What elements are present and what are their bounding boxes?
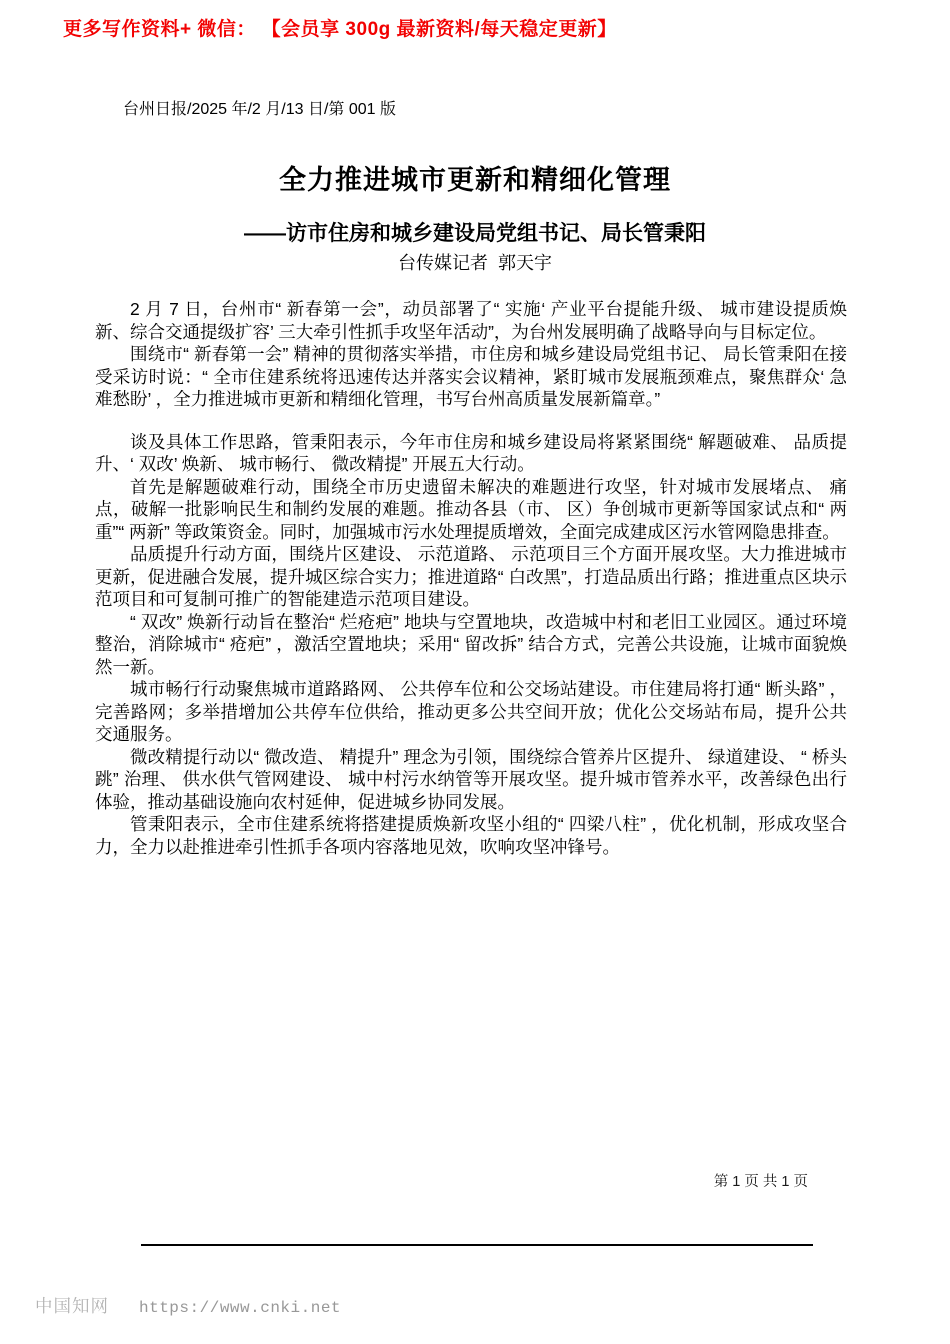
article-body — [95, 298, 847, 858]
article-paragraph: “ 双改” 焕新行动旨在整治“ 烂疮疤” 地块与空置地块，改造城中村和老旧工业园区。通过环境整治，消除城市“ 疮疤” ，激活空置地块；采用“ 留改拆” 结合方式，完善公共设施，让城市面貌焕然一新。 — [95, 611, 847, 677]
article-paragraph: 品质提升行动方面，围绕片区建设、 示范道路、 示范项目三个方面开展攻坚。大力推进城市更新，促进融合发展，提升城区综合实力；推进道路“ 白改黑”，打造品质出行路；推进重点区块示范项目和可复制可推广的智能建造示范项目建设。 — [95, 544, 847, 609]
article-paragraph: 首先是解题破难行动，围绕全市历史遗留未解决的难题进行攻坚，针对城市发展堵点、 痛点，破解一批影响民生和制约发展的难题。推动各县（市、 区）争创城市更新等国家试点和“ 两重”“ 两新” 等政策资金。同时，加强城市污水处理提质增效，全面完成建成区污水管网隐患排查。 — [95, 476, 847, 542]
article-subtitle: ——访市住房和城乡建设局党组书记、局长管秉阳 — [244, 222, 706, 246]
article-paragraph: 围绕市“ 新春第一会” 精神的贯彻落实举措，市住房和城乡建设局党组书记、 局长管秉阳在接受采访时说：“ 全市住建系统将迅速传达并落实会议精神，紧盯城市发展瓶颈难点，聚焦群众‘ 急难愁盼’ ，全力推进城市更新和精细化管理，书写台州高质量发展新篇章。” — [95, 344, 847, 409]
cnki-site-url: https://www.cnki.net — [139, 1299, 342, 1317]
footer-divider-line — [141, 1244, 813, 1246]
cnki-site-name: 中国知网 — [35, 1296, 109, 1316]
article-paragraph: 微改精提行动以“ 微改造、 精提升” 理念为引领，围绕综合管养片区提升、 绿道建设、 “ 桥头跳” 治理、 供水供气管网建设、 城中村污水纳管等开展攻坚。提升城市管养水平，改善绿色出行体验，推动基础设施向农村延伸，促进城乡协同发展。 — [95, 746, 847, 812]
article-paragraph: 谈及具体工作思路，管秉阳表示，今年市住房和城乡建设局将紧紧围绕“ 解题破难、 品质提升、‘ 双改’ 焕新、 城市畅行、 微改精提” 开展五大行动。 — [95, 431, 847, 474]
promo-banner-text: 更多写作资料+ 微信： 【会员享 300g 最新资料/每天稳定更新】 — [63, 19, 617, 40]
article-byline: 台传媒记者 郭天宇 — [397, 253, 552, 273]
cnki-watermark — [35, 1293, 341, 1318]
article-paragraph: 城市畅行行动聚焦城市道路路网、 公共停车位和公交场站建设。市住建局将打通“ 断头路” ，完善路网；多举措增加公共停车位供给，推动更多公共空间开放；优化公交场站布局，提升公共交通服务。 — [95, 679, 847, 744]
publication-source-line: 台州日报/2025 年/2 月/13 日/第 001 版 — [123, 101, 396, 118]
article-title: 全力推进城市更新和精细化管理 — [279, 165, 671, 196]
page-number-indicator: 第 1 页 共 1 页 — [713, 1174, 808, 1190]
article-paragraph: 管秉阳表示，全市住建系统将搭建提质焕新攻坚小组的“ 四梁八柱” ，优化机制，形成攻坚合力，全力以赴推进牵引性抓手各项内容落地见效，吹响攻坚冲锋号。 — [95, 814, 847, 857]
article-paragraph: 2 月 7 日，台州市“ 新春第一会”，动员部署了“ 实施‘ 产业平台提能升级、 城市建设提质焕新、综合交通提级扩容’ 三大牵引性抓手攻坚年活动”，为台州发展明确了战略导向与目标定位。 — [95, 299, 847, 342]
